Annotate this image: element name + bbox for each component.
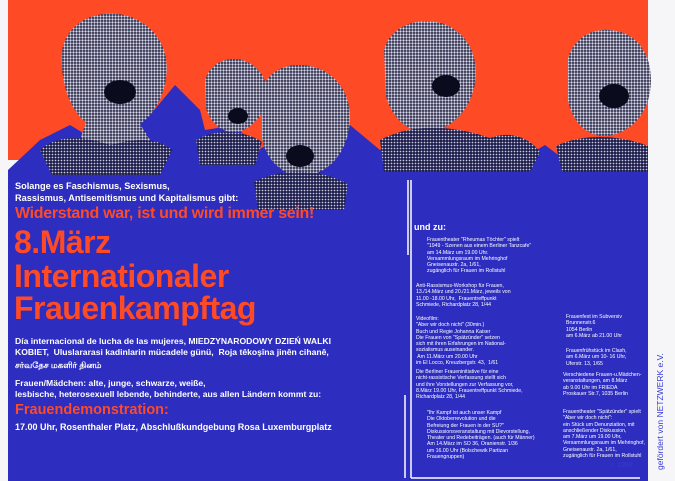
event-oktoberrevolution: "Ihr Kampf ist auch unser Kampf Die Oktoberrevolution und die Befreiung der Frauen in der SU?" Diskussionsveranstaltung mit Dievorstellung, Theater und Redebeiträgen. (auch für Männer) Am 14.März im SO 36, Oranienstr. 1/36 um 16.00 Uhr (Bolschewik Partizan Frauengruppen) [427, 410, 535, 461]
demo-title: Frauendemonstration: [15, 402, 169, 418]
intro-text: Solange es Faschismus, Sexismus, Rassismus, Antisemitismus und Kapitalismus gibt: [15, 181, 239, 203]
event-videofilm: Videofilm: "Aber wir doch nicht" (30min.) Buch und Regie Johanna Kaiser Die Frauen von "Spätzünder" setzen sich mit ihren Erfahrungen im National- sozialismus auseinander. Am 11.März um 20.00 Uhr im El Locco, Kreuzbergstr. 43, 1/61 [416, 316, 506, 367]
headline-international: Internationaler [14, 258, 229, 294]
event-frieda: Verschiedene Frauen-u.Mädchen- veranstaltungen, am 8.März ab 9.00 Uhr im FRIEDA Proskauer Str.7, 1035 Berlin [563, 372, 642, 397]
sponsor-note [655, 330, 669, 480]
audience-text: Frauen/Mädchen: alte, junge, schwarze, weiße, lesbische, heterosexuell lebende, behinderte, aus allen Ländern kommt zu: [15, 378, 322, 399]
event-spaetzuender: Frauentheater "Spätzünder" spielt "Aber wir doch nicht": ein Stück um Denunziation, mit anschließender Diskussion, am 7.März um 19.00 Uhr, Versammlungsraum im Mehringhof, Gneisenaustr. 2a, 1/61, zugänglich für Frauen im Rollstuhl [563, 409, 645, 460]
und-zu-label: und zu: [414, 222, 446, 232]
event-verfassung: Die Berliner Fraueninitiative für eine nicht-rassistische Verfassung stellt sich und ihre Vorstellungen zur Verfassung vor, 8.März 19.00 Uhr, Frauentreffpunkt Schmiede, Richardplatz 28, 1/44 [416, 369, 523, 401]
event-fruehstueck: Frauenfrühstück im Clash, am 6.März um 10- 16 Uhr, Uferstr. 13, 1/65 [566, 348, 627, 367]
headline-frauenkampftag: Frauenkampftag [14, 290, 256, 326]
event-frauenfest: Frauenfest im Subversiv Brunnenstr.6 1054 Berlin am 6.März ab 21.00 Uhr [566, 314, 622, 339]
event-anti-rassismus-workshop: Anti-Rassismus-Workshop für Frauen, 13./14.März und 20./21.März, jeweils von 11.00 -18.00 Uhr, Frauentreffpunkt Schmiede, Richardplatz 28, 1/44 [416, 283, 511, 308]
event-rheumas-toechter: Frauentheater "Rheumas Töchter" spielt "1949 - Szenen aus einem Berliner Tanzcafe" am 14.März um 19.00 Uhr. Versammlungsraum im Mehringhof Gneisenaustr. 2a, 1/61, zugänglich für Frauen im Rollstuhl [427, 237, 532, 275]
demo-details: 17.00 Uhr, Rosenthaler Platz, Abschlußkundgebung Rosa Luxemburgplatz [15, 422, 332, 432]
sponsor-text: gefördert von NETZWERK e.V. [655, 353, 665, 470]
multilingual-text: Día internacional de lucha de las mujeres, MIEDZYNARODOWY DZIEŃ WALKI KOBIET, Uluslararasi kadinlarin mücadele günü, Roja têkoşîna jinên cihanê, [15, 336, 331, 357]
slogan: Widerstand war, ist und wird immer sein! [15, 205, 315, 222]
year-mark: ♀ 1993 [610, 462, 633, 469]
tamil-text: சர்வதேச மகளிர் தினம் [15, 360, 102, 370]
headline-date: 8.März [14, 224, 111, 260]
